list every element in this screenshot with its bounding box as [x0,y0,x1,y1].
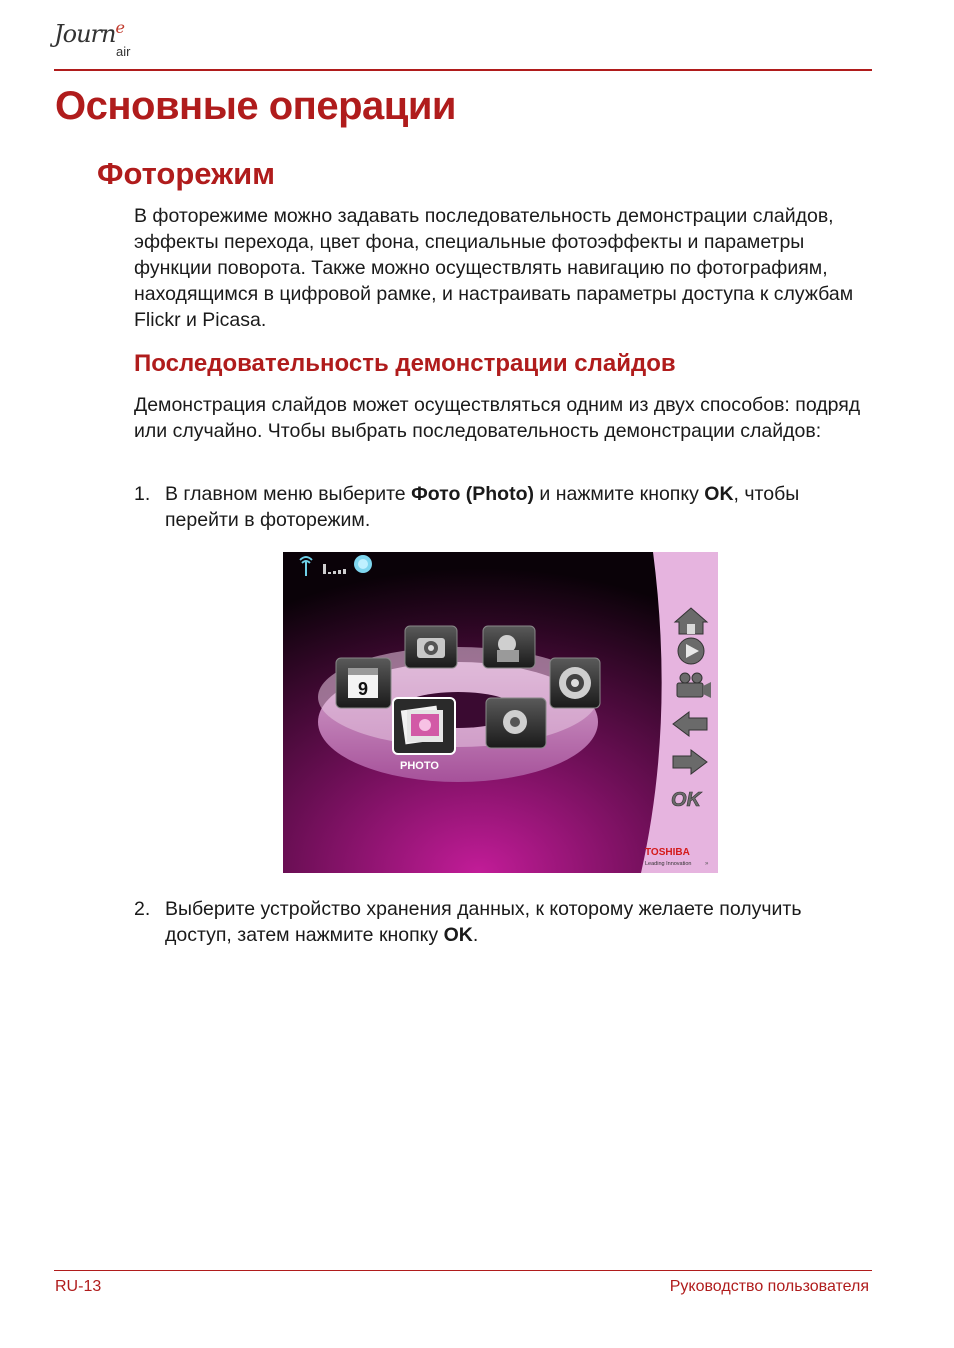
toshiba-logo: TOSHIBA [645,847,690,858]
photo-frame-menu-screenshot [283,552,718,873]
play-icon[interactable] [678,638,704,664]
step-number: 1. [134,483,151,505]
calendar-day: 9 [357,679,369,699]
ok-button[interactable]: OK [671,789,701,811]
camera-tile[interactable] [405,626,457,668]
tagline-arrow-icon: » [705,861,709,867]
page-title: Основные операции [55,84,457,128]
logo-sub: air [116,44,131,59]
step-text: В главном меню выберите Фото (Photo) и нажмите кнопку OK, чтобы перейти в фоторежим. [165,483,800,531]
logo-script-accent: e [115,18,124,37]
brand-tagline: Leading Innovation [645,861,692,867]
section-title: Фоторежим [97,156,276,191]
photo-label: PHOTO [400,760,439,772]
guide-title: Руководство пользователя [669,1278,869,1295]
subsection-paragraph: Демонстрация слайдов может осуществляться одним из двух способов: подряд или случайно. Чтобы выбрать последовательность демонстрации слайдов: [134,394,861,442]
step-text: Выберите устройство хранения данных, к которому желаете получить доступ, затем нажмите кнопку OK. [165,898,802,946]
journe-air-logo [52,12,152,64]
calendar-tile[interactable] [336,658,391,708]
header-rule [54,69,872,71]
logo-script: Journ [54,20,116,48]
speaker-tile[interactable] [550,658,600,708]
intro-paragraph: В фоторежиме можно задавать последовательность демонстрации слайдов, эффекты перехода, цвет фона, специальные фотоэффекты и параметры функции поворота. Также можно осуществлять навигацию по фотографиям, находящимся в цифровой рамке, и настраивать параметры доступа к службам Flickr и Picasa. [134,205,854,331]
footer-rule [54,1270,872,1271]
settings-tile[interactable] [486,698,546,748]
subsection-title: Последовательность демонстрации слайдов [134,350,676,377]
music-tile[interactable] [483,626,535,668]
step-number: 2. [134,898,151,920]
page-number: RU-13 [55,1278,102,1295]
photo-tile[interactable] [393,698,455,754]
